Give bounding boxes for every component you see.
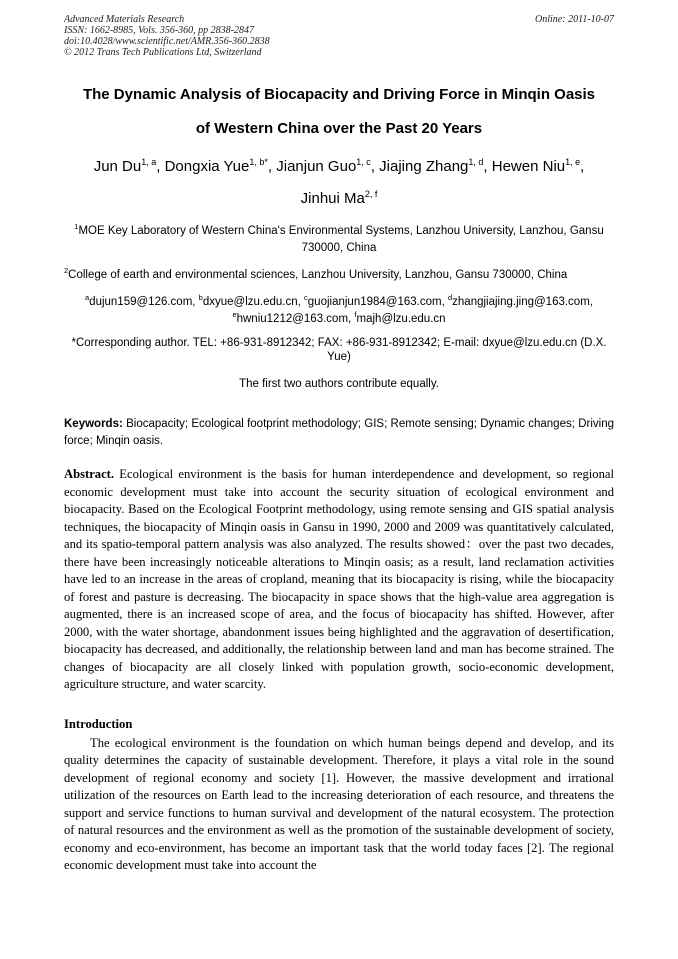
email: $^f$majh@lzu.edu.cn — [354, 310, 446, 325]
author: Hewen Niu$^{1, e}$, — [491, 157, 585, 175]
author-emails — [64, 294, 614, 328]
title-line-1: The Dynamic Analysis of Biocapacity and Driving Force in Minqin Oasis — [82, 86, 596, 103]
author: Jianjun Guo$^{1, c}$, — [276, 157, 380, 175]
copyright-line: © 2012 Trans Tech Publications Ltd, Switzerland — [64, 47, 262, 58]
corresponding-author: *Corresponding author. TEL: +86-931-8912342; FAX: +86-931-8912342; E-mail: dxyue@lzu.edu.cn (D.X. Yue) — [71, 337, 607, 363]
author-line-2 — [64, 188, 614, 209]
abstract-label: Abstract. — [64, 467, 115, 481]
keywords-text: Biocapacity; Ecological footprint methodology; GIS; Remote sensing; Dynamic changes; Driving force; Minqin oasis. — [64, 418, 614, 447]
email: $^c$guojianjun1984@163.com, — [304, 293, 448, 308]
title-line-2: of Western China over the Past 20 Years — [195, 120, 483, 137]
introduction-paragraph: The ecological environment is the foundation on which human beings depend and develop, and its quality determines the capacity of sustainable development. Therefore, it plays a vital role in the sound development of regional economy and society [1]. However, the massive development and irrational utilization of the resources on Earth lead to the increasing deterioration of each resource, and threatens the support and service functions to human survival and development of the natural ecosystem. The protection of natural resources and the environment as well as the promotion of the sustainable development of society, economy and eco-environment, has become an important task that the world today faces [2]. The regional economic development must take into account the — [64, 735, 614, 872]
affiliation-2: $^2$College of earth and environmental sciences, Lanzhou University, Lanzhou, Gansu 730000, China — [64, 266, 568, 281]
doi-line: doi:10.4028/www.scientific.net/AMR.356-360.2838 — [64, 36, 270, 47]
author: Jiajing Zhang$^{1, d}$, — [379, 157, 492, 175]
journal-name: Advanced Materials Research — [64, 14, 185, 25]
author-line-1 — [64, 156, 614, 177]
paper-page — [64, 14, 614, 875]
author: Jun Du$^{1, a}$, — [93, 157, 165, 175]
journal-header — [64, 14, 614, 58]
author-list — [64, 156, 614, 209]
affiliation-1: $^1$MOE Key Laboratory of Western China's Environmental Systems, Lanzhou University, Lanzhou, Gansu 730000, China — [74, 222, 604, 254]
author: Jinhui Ma$^{2, f}$ — [300, 189, 378, 207]
email: $^e$hwniu1212@163.com, — [232, 310, 355, 325]
keywords — [64, 416, 614, 450]
email: $^a$dujun159@126.com, — [85, 293, 199, 308]
keywords-label: Keywords: — [64, 418, 123, 430]
abstract-text: Ecological environment is the basis for human interdependence and development, so regional economic development must take into account the security situation of ecological environment and biocapacity. Based on the Ecological Footprint methodology, using remote sensing and GIS spatial analysis techniques, the biocapacity of Minqin oasis in Gansu in 1990, 2000 and 2009 was quantitatively calculated, and its spatio-temporal pattern analysis was also analyzed. The results showed：over the past two decades, there have been increasingly noticeable alterations to Minqin oasis; as a result, land reclamation activities have led to an increase in the areas of cropland, meaning that its biocapacity is rising, while the biocapacity of forest and pasture is decreasing. The biocapacity in space shows that the high-value area aggregation is augmented, there is an increased scope of area, and the focus of biocapacity has shifted. However, after 2000, with the water shortage, abandonment issues being highlighted and the aggravation of desertification, biocapacity has decreased, and additionally, the relationship between land and man has become strained. The changes of biocapacity are all closely linked with population growth, socio-economic development, agriculture structure, and water scarcity. — [64, 467, 614, 691]
email: $^d$zhangjiajing.jing@163.com, — [447, 293, 593, 308]
paper-title — [64, 86, 614, 138]
online-date: Online: 2011-10-07 — [535, 14, 614, 25]
author: Dongxia Yue$^{1, b*}$, — [164, 157, 277, 175]
issn-line: ISSN: 1662-8985, Vols. 356-360, pp 2838-2847 — [64, 25, 254, 36]
equal-contribution-note: The first two authors contribute equally. — [239, 378, 439, 390]
section-heading-introduction: Introduction — [64, 716, 133, 731]
email: $^b$dxyue@lzu.edu.cn, — [198, 293, 305, 308]
abstract — [64, 466, 614, 694]
